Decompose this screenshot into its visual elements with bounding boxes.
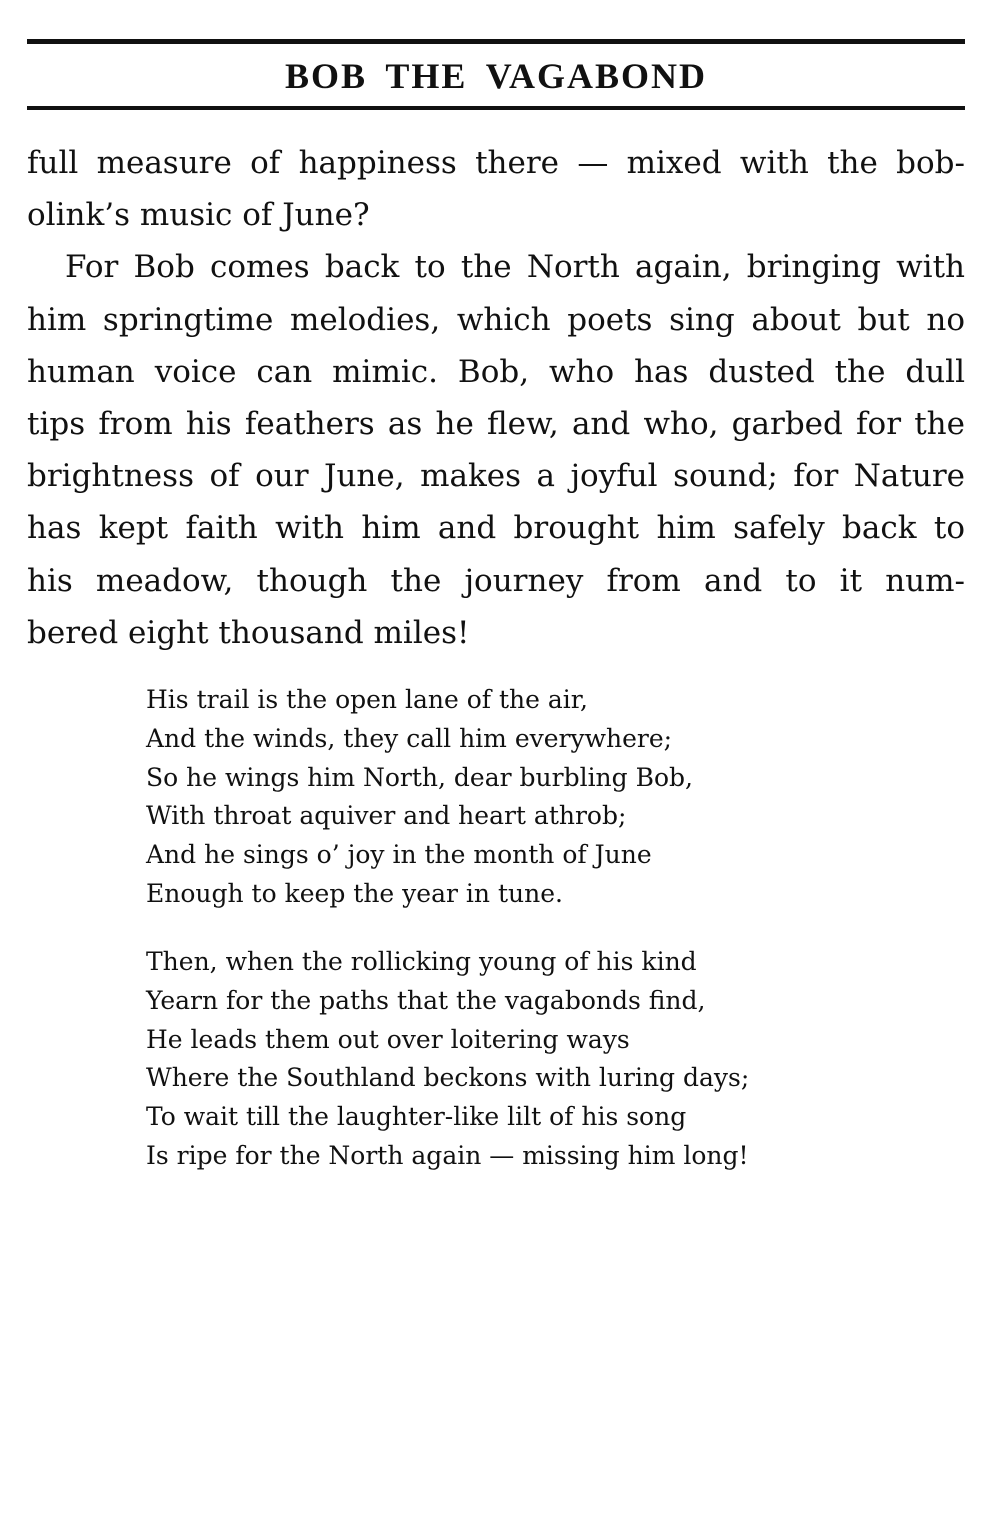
verse-line: Is ripe for the North again — missing him long!	[146, 1140, 749, 1170]
verse-line: With throat aquiver and heart athrob;	[146, 801, 627, 831]
verse-line: Yearn for the paths that the vagabonds find,	[146, 985, 706, 1015]
verse-line: To wait till the laughter-like lilt of his song	[146, 1102, 687, 1132]
prose-line: brightness of our June, makes a joyful sound; for Nature	[27, 458, 965, 495]
header-top-rule	[27, 39, 965, 44]
poem-stanza-2	[146, 943, 866, 1176]
poem-stanza-1	[146, 681, 866, 914]
running-header-title: BOB THE VAGABOND	[284, 56, 708, 96]
verse-line: He leads them out over loitering ways	[146, 1024, 630, 1054]
prose-line: bered eight thousand miles!	[27, 614, 470, 651]
prose-line: human voice can mimic. Bob, who has dusted the dull	[27, 353, 965, 390]
prose-line: him springtime melodies, which poets sing about but no	[27, 301, 965, 338]
prose-line: tips from his feathers as he flew, and who, garbed for the	[27, 406, 965, 443]
prose-line: For Bob comes back to the North again, bringing with	[65, 249, 965, 286]
prose-line: full measure of happiness there — mixed with the bob-	[27, 145, 965, 181]
verse-line: Then, when the rollicking young of his kind	[146, 947, 697, 976]
verse-line: And he sings o’ joy in the month of June	[146, 840, 652, 870]
prose-line: olink’s music of June?	[27, 197, 370, 234]
verse-line: Where the Southland beckons with luring days;	[146, 1063, 750, 1093]
prose-line: has kept faith with him and brought him safely back to	[27, 510, 965, 547]
prose-line: his meadow, though the journey from and to it num-	[27, 562, 965, 599]
verse-line: And the winds, they call him everywhere;	[146, 723, 673, 753]
header-bottom-rule	[27, 106, 965, 110]
verse-line: Enough to keep the year in tune.	[146, 878, 563, 908]
prose-body	[27, 137, 965, 659]
verse-line: So he wings him North, dear burbling Bob,	[146, 762, 693, 792]
verse-line: His trail is the open lane of the air,	[146, 685, 588, 714]
